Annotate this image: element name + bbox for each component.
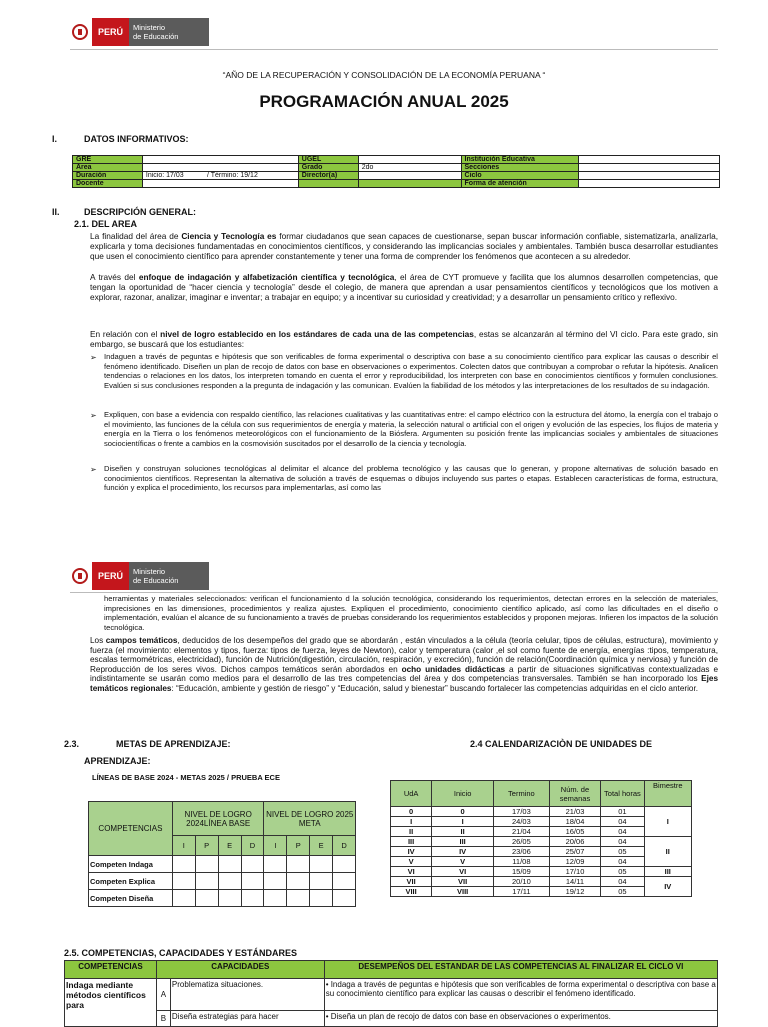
cal-bimestre: IV	[644, 877, 691, 897]
cal-cell: 21/03	[549, 807, 601, 817]
cal-cell: 16/05	[549, 827, 601, 837]
cal-cell: VIII	[432, 887, 494, 897]
cal-cell: 12/09	[549, 857, 601, 867]
cal-cell: II	[432, 827, 494, 837]
logo-ministry	[129, 18, 209, 46]
header-rule-2	[70, 592, 718, 593]
info-cell	[142, 180, 298, 188]
info-cell	[358, 172, 461, 180]
ministry-line1: Ministerio	[133, 567, 166, 576]
info-cell: Inicio: 17/03 / Término: 19/12	[142, 172, 298, 180]
bullet-disena-cont: herramientas y materiales seleccionados: verifican el funcionamiento d la solución tecnológica, considerando los requerimientos, detectan errores en la selección de materiales, imprecisiones en las dimensiones, procedimientos y realiza ajustes. Expliquen el procedimiento, conocimiento científico aplicado, así como las dificultades en el diseño o implementación, evalúan el alcance de su funcionamiento a través de pruebas considerando los requerimientos establecidos y proponen mejoras. Infieren los impactos de la solución tecnológica.	[104, 594, 718, 632]
info-cell: Grado	[298, 164, 358, 172]
cal-cell: 19/12	[549, 887, 601, 897]
ministry-line1: Ministerio	[133, 23, 166, 32]
section21-title: 2.1. DEL AREA	[74, 219, 138, 229]
level-header: D	[333, 836, 356, 856]
section2-number: II.	[52, 207, 60, 217]
meta-row-label: Competen Indaga	[89, 856, 173, 873]
comp-header-desempenos: DESEMPEÑOS DEL ESTANDAR DE LAS COMPETENCIAS AL FINALIZAR EL CICLO VI	[324, 961, 717, 979]
metas-subtitle: LÍNEAS DE BASE 2024 - METAS 2025 / PRUEBA ECE	[92, 773, 280, 782]
info-cell: Ciclo	[461, 172, 579, 180]
cal-cell: 05	[601, 867, 644, 877]
info-cell	[579, 164, 720, 172]
cal-cell: 05	[601, 887, 644, 897]
info-cell: Docente	[73, 180, 143, 188]
cal-cell: 25/07	[549, 847, 601, 857]
level-header: P	[287, 836, 310, 856]
cal-cell: 0	[432, 807, 494, 817]
text-run: nivel de logro establecido en los estándares de cada una de las competencias	[160, 329, 474, 339]
cal-cell: 15/09	[494, 867, 550, 877]
text-run: : “Educación, ambiente y gestión de riesgo” y “Educación, salud y bienestar” buscando fortalecer las competencias adquiridas en el ciclo anterior.	[171, 683, 699, 693]
text-run: , estas se alcanzarán al término del VI ciclo. Para este grado, sin embargo, se buscará que los estudiantes:	[90, 329, 718, 350]
desc-a: • Indaga a través de peguntas e hipótesis que son verificables de forma experimental o descriptiva con base a su conocimiento científico para explicar las causas o describir el fenómeno identificado.	[324, 979, 717, 1011]
text-run: a partir de situaciones significativas contextualizadas e indistintamente se usarán como medios para el desarrollo de las tres competencias del área y dos competencias transversales. También se han incorporado los	[90, 664, 718, 684]
area-paragraph-2	[90, 272, 718, 303]
cal-bimestre: III	[644, 867, 691, 877]
logo-ministry	[129, 562, 209, 590]
comp-header-capacidades: CAPACIDADES	[156, 961, 324, 979]
cal-cell: 21/04	[494, 827, 550, 837]
cap-disena: Diseña estrategias para hacer	[170, 1011, 324, 1027]
text-run: Ejes temáticos regionales	[90, 674, 718, 693]
bullet-disena: Diseñen y construyan soluciones tecnológicas al delimitar el alcance del problema tecnológico y las causas que lo generan, y propone alternativas de solución basado en conocimientos científicos. Representan la alternativa de solución a través de esquemas o dibujos incluyendo sus partes o etapas. Establecen características de forma, estructura, función y explica el procedimiento, los recursos para implementarlas, así como las	[104, 464, 718, 492]
cal-header: Inicio	[432, 781, 494, 807]
bullet-explica: Expliquen, con base a evidencia con respaldo científico, las relaciones cualitativas y las cuantitativas entre: el campo eléctrico con la estructura del átomo, la energía con el trabajo o el movimiento, las funciones de la célula con sus requerimientos de energía y materia, la selección natural o artificial con el origen y evolución de las especies, los flujos de materia y energía en la Tierra o los fenómenos meteorológicos con el funcionamiento de la Biósfera. Argumenten su posición frente las implicancias sociales y ambientales de situaciones sociocientíficas o frente a cambios en la cosmovisión suscitados por el desarrollo de la ciencia y tecnología.	[104, 410, 718, 448]
cal-cell: 26/05	[494, 837, 550, 847]
col-nivel-2025: NIVEL DE LOGRO 2025 META	[264, 802, 356, 836]
comp-indaga: Indaga mediante métodos científicos para	[65, 979, 157, 1027]
text-run: ocho unidades didácticas	[401, 664, 506, 674]
col-competencias: COMPETENCIAS	[89, 802, 173, 856]
cal-header: UdA	[391, 781, 432, 807]
cal-cell: 0	[391, 807, 432, 817]
info-cell: Director(a)	[298, 172, 358, 180]
section1-number: I.	[52, 134, 58, 144]
cal-cell: 17/11	[494, 887, 550, 897]
info-cell: Duración	[73, 172, 143, 180]
cal-cell: 14/11	[549, 877, 601, 887]
cal-header: Total horas	[601, 781, 644, 807]
cal-cell: III	[432, 837, 494, 847]
cal-cell: V	[391, 857, 432, 867]
text-run: La finalidad del área de	[90, 231, 182, 241]
text-run: , deducidos de los desempeños del grado que se abordarán , están vinculados a la célula (teoría celular, tipos de células, estructura), movimiento y fuerza (el movimiento: elementos y tipos, fuerza: tipos de fuerza, leyes de Newton), calor y temperatura (calor ,el sol como fuente de energía, energías :tipos, temperatura, escalas termométricas, electricidad), función de Nutrición(digestión, circulación, respiración, y excreción), función de relación(Coordinación química y nerviosa) y función de Reproducción de los seres vivos. Dichos campos temáticos serán abordados en	[90, 636, 718, 674]
cal-cell: VIII	[391, 887, 432, 897]
level-header: I	[264, 836, 287, 856]
text-run: En relación con el	[90, 329, 161, 339]
level-header: E	[310, 836, 333, 856]
ministry-logo	[70, 18, 209, 46]
info-cell: Area	[73, 164, 143, 172]
ministry-logo-2	[70, 562, 209, 590]
text-run: , el área de CYT promueve y facilita que los alumnos desarrollen competencias, que tengan la oportunidad de “hacer ciencia y tecnología” desde el colegio, de manera que aprendan a usar pensamientos científicos y tecnológicos que los motiven a explorar, razonar, analizar, imaginar e inventar; a trabajar en equipo; y a incentivar su curiosidad y creatividad; y a desarrollar un pensamiento crítico y reflexivo.	[90, 272, 718, 303]
desc-b: • Diseña un plan de recojo de datos con base en observaciones o experimentos.	[324, 1011, 717, 1027]
cal-bimestre: I	[644, 807, 691, 837]
cap-problematiza: Problematiza situaciones.	[170, 979, 324, 1011]
meta-row-label: Competen Diseña	[89, 890, 173, 907]
cap-letter: A	[156, 979, 170, 1011]
metas-title: METAS DE APRENDIZAJE:	[116, 739, 231, 749]
text-run: Ciencia y Tecnología es	[181, 231, 277, 241]
info-cell	[142, 156, 298, 164]
ministry-line2: de Educación	[133, 576, 179, 585]
section2-title: DESCRIPCIÓN GENERAL:	[84, 207, 197, 217]
cap-letter: B	[156, 1011, 170, 1027]
info-cell: Institución Educativa	[461, 156, 579, 164]
cal-cell: 04	[601, 837, 644, 847]
area-paragraph-1	[90, 231, 718, 262]
ministry-line2: de Educación	[133, 32, 179, 41]
bullet-indaga: Indaguen a través de peguntas e hipótesis que son verificables de forma experimental o descriptiva con base a su conocimiento científico para explicar las causas o describir el fenómeno identificado. Diseñen un plan de recojo de datos con base en observaciones o experimentos. Colecten datos que contribuyan a comprobar o refutar la hipótesis. Analicen tendencias o relaciones en los datos, los interpreten tomando en cuenta el error y reproducibilidad, los interpreten con base en conocimientos científicos y formulen conclusiones. Evalúen si sus conclusiones responden a la pregunta de indagación y las comunican. Evalúen la fiabilidad de los métodos y las interpretaciones de los resultados de su indagación.	[104, 352, 718, 390]
level-header: P	[195, 836, 218, 856]
cal-cell: 01	[601, 807, 644, 817]
cal-header: Núm. de semanas	[549, 781, 601, 807]
cal-cell: IV	[391, 847, 432, 857]
page-title: PROGRAMACIÓN ANUAL 2025	[259, 92, 509, 111]
level-header: E	[218, 836, 241, 856]
cal-cell: 23/06	[494, 847, 550, 857]
info-cell	[579, 172, 720, 180]
cal-cell: I	[391, 817, 432, 827]
cal-cell: 05	[601, 847, 644, 857]
info-cell	[142, 164, 298, 172]
text-run: A través del	[90, 272, 139, 282]
info-cell	[579, 156, 720, 164]
year-motto: “AÑO DE LA RECUPERACIÓN Y CONSOLIDACIÓN DE LA ECONOMÍA PERUANA “	[222, 70, 546, 80]
logo-peru: PERÚ	[92, 562, 129, 590]
cal-cell: VI	[391, 867, 432, 877]
competencias-table	[64, 960, 718, 1027]
area-paragraph-4	[90, 636, 718, 694]
text-run: Los	[90, 636, 106, 645]
metas-number: 2.3.	[64, 739, 80, 749]
cal-cell: 11/08	[494, 857, 550, 867]
competencias-title: 2.5. COMPETENCIAS, CAPACIDADES Y ESTÁNDARES	[64, 948, 298, 958]
logo-peru: PERÚ	[92, 18, 129, 46]
cal-cell: V	[432, 857, 494, 867]
cal-cell: 04	[601, 817, 644, 827]
cal-cell: VII	[432, 877, 494, 887]
text-run: formar ciudadanos que sean capaces de cuestionarse, sepan buscar información confiable, sistematizarla, analizarla, explicarla y toma decisiones fundamentadas en conocimientos científicos, y considerando las implicancias sociales y ambientales. También busca desarrollar estudiantes que usen el conocimiento científico para aprender constantemente y tener una forma de comprender los fenómenos que acontecen a su alrededor.	[90, 231, 718, 262]
comp-header-competencias: COMPETENCIAS	[65, 961, 157, 979]
area-paragraph-3	[90, 329, 718, 349]
cal-cell: 18/04	[549, 817, 601, 827]
metas-table	[88, 801, 356, 907]
peru-seal-icon	[70, 18, 92, 46]
cal-cell: 17/10	[549, 867, 601, 877]
cal-cell: 24/03	[494, 817, 550, 827]
section1-title: DATOS INFORMATIVOS:	[84, 134, 189, 144]
info-cell: Forma de atención	[461, 180, 579, 188]
cal-cell: 04	[601, 877, 644, 887]
text-run: enfoque de indagación y alfabetización científica y tecnológica	[138, 272, 395, 282]
info-cell	[579, 180, 720, 188]
cal-cell: 20/10	[494, 877, 550, 887]
cal-cell: II	[391, 827, 432, 837]
info-cell: UGEL	[298, 156, 358, 164]
cal-cell: 20/06	[549, 837, 601, 847]
cal-cell: VII	[391, 877, 432, 887]
aprendizaje-label: APRENDIZAJE:	[84, 756, 151, 766]
peru-seal-icon	[70, 562, 92, 590]
bullet-arrow-icon: ➢	[90, 353, 97, 362]
cal-header: Termino	[494, 781, 550, 807]
info-cell	[358, 156, 461, 164]
cal-cell: 04	[601, 827, 644, 837]
info-cell	[298, 180, 358, 188]
info-cell	[358, 180, 461, 188]
cal-cell: VI	[432, 867, 494, 877]
cal-cell: 04	[601, 857, 644, 867]
text-run: campos temáticos	[105, 636, 178, 645]
info-table	[72, 155, 720, 188]
calendar-title: 2.4 CALENDARIZACIÒN DE UNIDADES DE	[470, 739, 653, 749]
cal-cell: 17/03	[494, 807, 550, 817]
info-cell: GRE	[73, 156, 143, 164]
info-cell: 2do	[358, 164, 461, 172]
cal-cell: I	[432, 817, 494, 827]
header-rule	[70, 49, 718, 50]
bullet-arrow-icon: ➢	[90, 411, 97, 420]
meta-row-label: Competen Explica	[89, 873, 173, 890]
calendar-table	[390, 780, 692, 897]
level-header: I	[172, 836, 195, 856]
cal-header: Bimestre	[644, 781, 691, 807]
cal-cell: IV	[432, 847, 494, 857]
bullet-arrow-icon: ➢	[90, 465, 97, 474]
info-cell: Secciones	[461, 164, 579, 172]
level-header: D	[241, 836, 264, 856]
cal-cell: III	[391, 837, 432, 847]
col-nivel-2024: NIVEL DE LOGRO 2024LÍNEA BASE	[172, 802, 264, 836]
cal-bimestre: II	[644, 837, 691, 867]
